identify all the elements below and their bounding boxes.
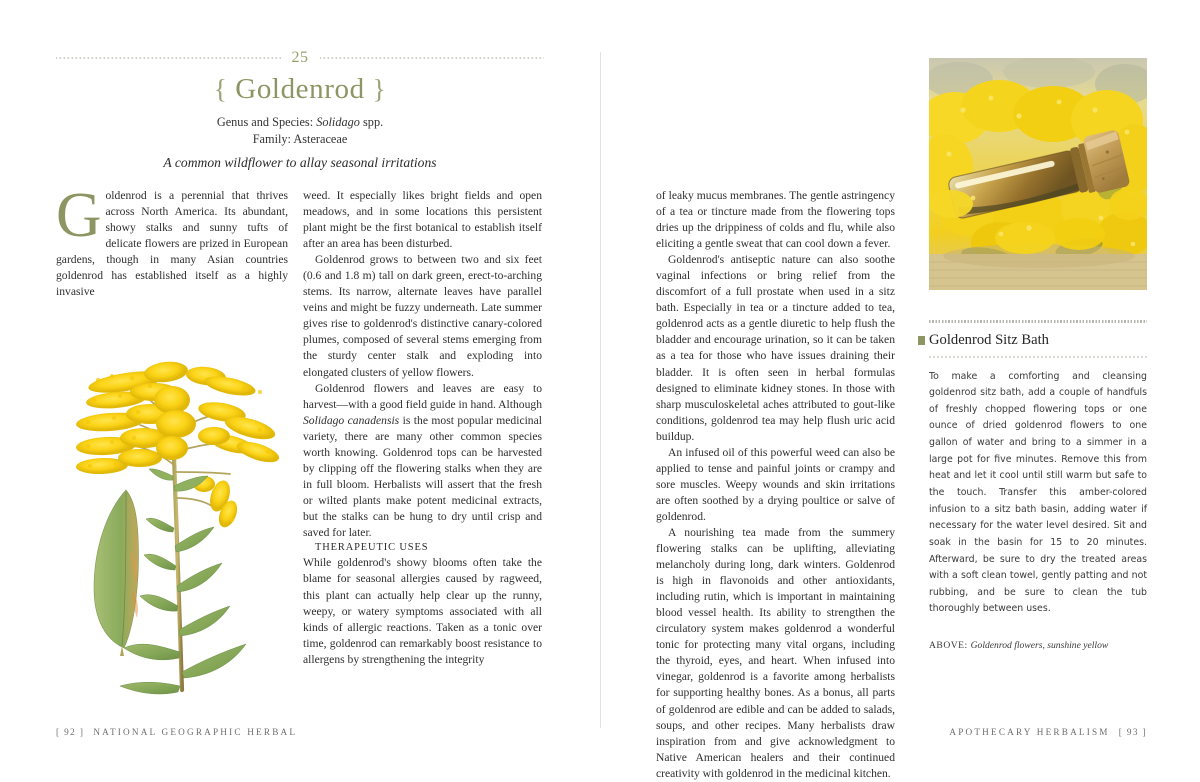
folio-right [949, 727, 1147, 737]
chapter-number-rule [56, 48, 544, 68]
sidebar-rule-top [929, 320, 1147, 323]
paragraph: Goldenrod's antiseptic nature can also soothe vaginal infections or bring relief from the discomfort of a full prostate when used in a sitz bath. Especially in tea or a tincture added to tea, goldenrod acts as a gentle diuretic to help flush the bladder and encourage urination, so it can be taken as a tea for those who have issues draining their bladder. It is often seen in herbal formulas designed to eliminate kidney stones. In those with sharp musculoskeletal aches attributed to gout-like conditions, goldenrod tea may help flush uric acid buildup. [656, 253, 895, 443]
paragraph-part-b: is the most popular medicinal variety, there are many other common species worth knowing. Goldenrod tops can be harvested by clipping off the flowering stalks when they are in full bloom. Herbalists will assert that the fresh or wilted plants make potent medicinal extracts, but the stalks can be hung to dry until crisp and saved for later. [303, 413, 542, 539]
brace-close: } [372, 74, 387, 104]
sidebar-heading-row [929, 332, 1147, 350]
sidebar-rule-bottom [929, 356, 1147, 358]
photo-caption [929, 640, 1147, 651]
chapter-number: 25 [291, 49, 309, 66]
taxonomy-family-line: Family: Asteraceae [252, 131, 348, 146]
paragraph: An infused oil of this powerful weed can also be applied to tense and painful joints or crampy and sore muscles. Weepy wounds and skin irritations are often soothed by a drying poultice or salve of goldenrod. [656, 445, 895, 523]
left-page [0, 0, 600, 767]
body-column-3 [656, 188, 895, 782]
dropcap-paragraph [56, 180, 288, 300]
drop-cap: G [56, 180, 102, 250]
caption-text: Goldenrod flowers, sunshine yellow [970, 640, 1109, 652]
square-bullet-icon [918, 336, 925, 345]
dotted-rule-left [56, 57, 281, 59]
taxonomy-genus-label: Genus and Species: [216, 114, 317, 129]
goldenrod-vial-photograph [929, 58, 1147, 290]
plant-name: Goldenrod [235, 73, 365, 105]
paragraph: While goldenrod's showy blooms often take the blame for seasonal allergies caused by ragweed, this plant can actually help clear up the runny, weepy, or watery symptoms associated with all kinds of allergic reactions. Taken as a tonic over time, goldenrod can remarkably boost resistance to allergens by strengthening the integrity [303, 556, 542, 666]
section-heading-therapeutic-uses: THERAPEUTIC USES [315, 542, 429, 554]
folio-section-title: APOTHECARY HERBALISM [949, 727, 1110, 737]
taxonomy-genus-line [56, 114, 544, 131]
paragraph [303, 381, 542, 541]
paragraph: oldenrod is a perennial that thrives across North America. Its abundant, showy stalks and sunny tufts of delicate flowers are prized in European gardens, though in many Asian countries goldenrod has established itself as a highly invasive [56, 189, 288, 299]
right-page [600, 0, 1200, 780]
sidebar-heading: Goldenrod Sitz Bath [929, 332, 1049, 348]
caption-label: ABOVE: [929, 640, 971, 652]
dotted-rule-right [320, 57, 545, 59]
folio-left [56, 727, 297, 737]
sitz-bath-sidebar [929, 320, 1147, 651]
body-column-1 [56, 180, 288, 300]
sidebar-body-text: To make a comforting and cleansing goldenrod sitz bath, add a couple of handfuls of freshly chopped flowering tops or one ounce of dried goldenrod flowers to one gallon of water and bring to a simmer in a large pot for five minutes. Remove this from heat and let it cool until still warm but safe to the touch. Transfer this amber-colored infusion to a sitz bath basin, adding water if necessary for the water level desired. Sit and soak in the basin for 15 to 20 minutes. Afterward, be sure to dry the treated areas with a soft clean towel, gently patting and not rubbing, and be sure to clean the tub thoroughly between uses. [929, 370, 1147, 615]
paragraph: A nourishing tea made from the summery flowering stalks can be uplifting, alleviating melancholy during long, dark winters. Goldenrod is high in flavonoids and other antioxidants, including rutin, which is important in maintaining blood vessel health. Its ability to strengthen the circulatory system makes goldenrod a wonderful tonic for protecting many vital organs, including the thyroid, eyes, and heart. When infused into vinegar, goldenrod is a favorite among herbalists for supporting healthy bones. As a bonus, all parts of goldenrod are edible and can be added to salads, soups, and other recipes. Many herbalists draw inspiration from and give acknowledgment to Native American healers and their continued creativity with goldenrod in the medicinal kitchen. [656, 525, 895, 780]
taxonomy-genus-value: Solidago [316, 114, 360, 129]
body-column-2 [303, 188, 542, 668]
paragraph: Goldenrod grows to between two and six feet (0.6 and 1.8 m) tall on dark green, erect-to-arching stems. Its narrow, alternate leaves have parallel veins and might be fuzzy underneath. Late summer gives rise to goldenrod's distinctive canary-colored plumes, composed of several stems emerging from the sturdy center stalk and exploding into elongated clusters of yellow flowers. [303, 253, 542, 379]
paragraph: weed. It especially likes bright fields and open meadows, and in some locations this persistent plant might be the first botanical to establish itself after an area has been disturbed. [303, 189, 542, 251]
folio-page-number: [ 93 ] [1118, 727, 1147, 737]
goldenrod-botanical-illustration [54, 300, 294, 700]
folio-page-number: [ 92 ] [56, 727, 85, 737]
paragraph: of leaky mucus membranes. The gentle astringency of a tea or tincture made from the flowering tops dries up the drippiness of colds and flu, while also eliciting a gentle sweat that can cool down a fever. [656, 189, 895, 251]
paragraph-part-a: Goldenrod flowers and leaves are easy to harvest—with a good field guide in hand. Although [303, 381, 542, 411]
taxonomy-genus-suffix: spp. [359, 114, 384, 129]
folio-book-title: NATIONAL GEOGRAPHIC HERBAL [93, 727, 298, 737]
species-italic: Solidago canadensis [303, 413, 400, 427]
title-block [56, 72, 544, 148]
subtitle-deck: A common wildflower to allay seasonal irritations [163, 155, 437, 170]
page-title [56, 72, 544, 107]
taxonomy [56, 114, 544, 148]
brace-open: { [213, 74, 228, 104]
